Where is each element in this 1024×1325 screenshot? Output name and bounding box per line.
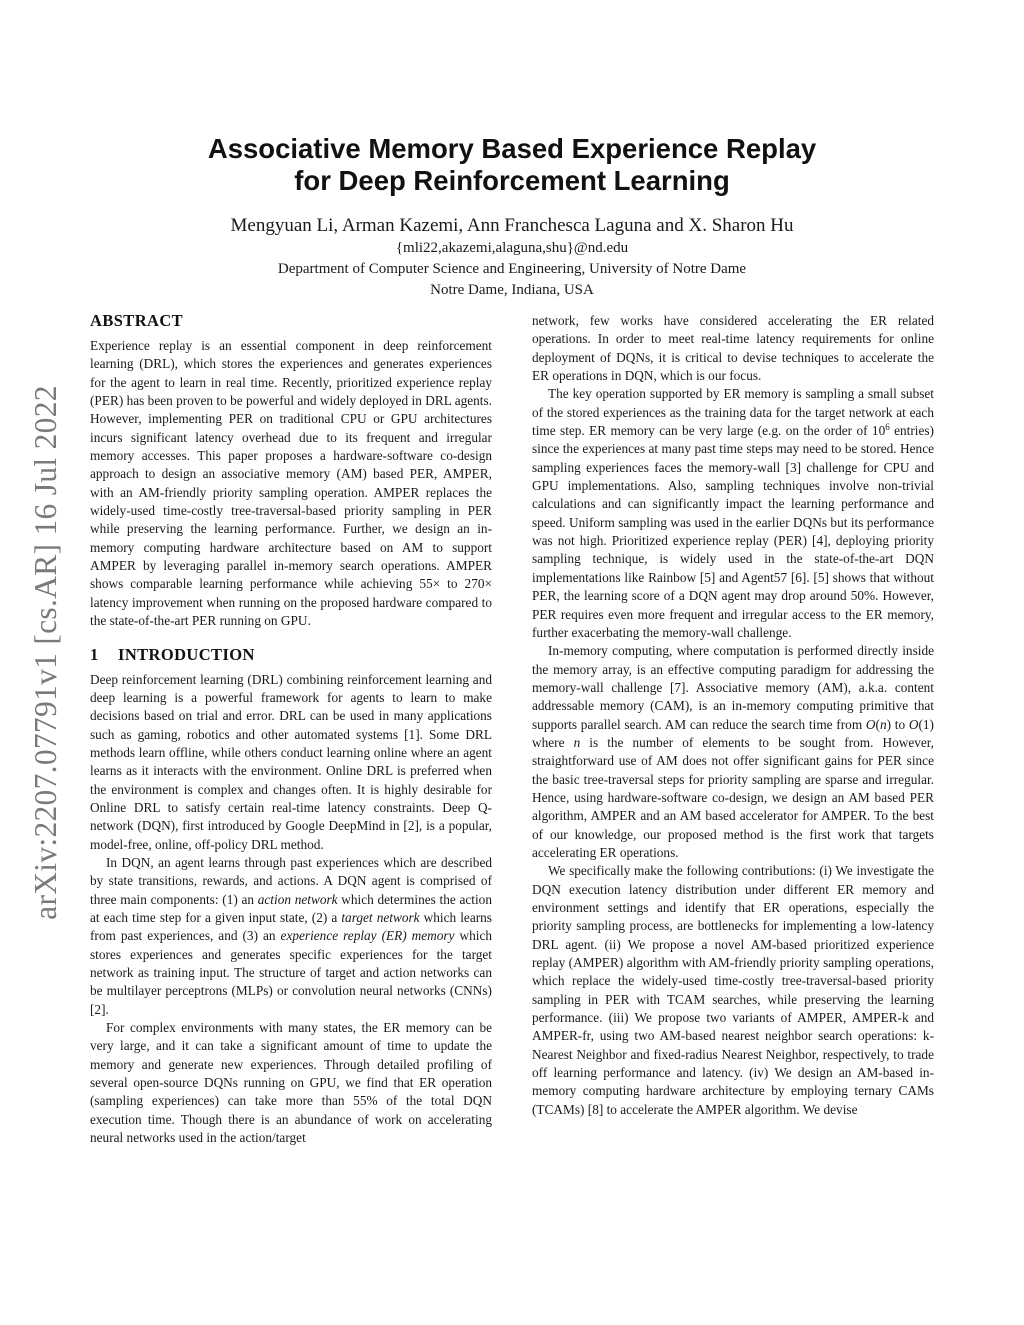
intro-paragraph-1: Deep reinforcement learning (DRL) combining reinforcement learning and deep learning is a powerful framework for agents to learn to make decisions based on trial and error. DRL can be used in many applications such as gaming, robotics and other automated systems [1]. Some DRL methods learn offline, while others conduct learning online where an agent learns as it interacts with the environment. Online DRL is preferred when the environment is complex and changes often. It is highly desirable for Online DRL to satisfy certain real-time latency constraints. Deep Q-network (DQN), first introduced by Google DeepMind in [2], is a popular, model-free, online, off-policy DRL method. — [90, 671, 492, 852]
right-column — [532, 312, 934, 1119]
intro-paragraph-4: network, few works have considered accelerating the ER related operations. In order to meet real-time latency requirements for online deployment of DQNs, it is critical to devise techniques to accelerate the ER operations in DQN, which is our focus. — [532, 313, 934, 384]
author-list: Mengyuan Li, Arman Kazemi, Ann Franchesca Laguna and X. Sharon Hu — [230, 215, 794, 236]
term-er-memory: experience replay (ER) memory — [280, 928, 455, 944]
arxiv-stamp — [16, 360, 76, 945]
left-column — [90, 310, 492, 1147]
term-target-network: target network — [341, 909, 420, 925]
intro-paragraph-3: For complex environments with many states, the ER memory can be very large, and it can take a significant amount of time to update the memory and generate new experiences. Through detailed profiling of several open-source DQNs running on GPU, we find that ER operation (sampling experiences) can take more than 55% of the total DQN execution time. Though there is an abundance of work on accelerating neural networks used in the action/target — [90, 1020, 492, 1146]
intro-paragraph-2: In DQN, an agent learns through past experiences which are described by state transitions, rewards, and actions. A DQN agent is comprised of three main components: (1) an action network which determines the action at each time step for a given input state, (2) a target network which learns from past experiences, and (3) an experience replay (ER) memory which stores experiences and generates specific experiences for the target network as training input. The structure of target and action networks can be multilayer perceptrons (MLPs) or convolution neural networks (CNNs) [2]. — [90, 854, 493, 1017]
affiliation-location: Notre Dame, Indiana, USA — [430, 282, 594, 298]
affiliation-department: Department of Computer Science and Engineering, University of Notre Dame — [277, 261, 747, 277]
abstract-heading: ABSTRACT — [90, 311, 184, 330]
exponent: 6 — [885, 422, 890, 433]
intro-paragraph-7: We specifically make the following contributions: (i) We investigate the DQN execution latency distribution under different ER memory and environment settings and identify that ER operations, especially the priority sampling process, are bottlenecks for implementing a low-latency DRL agent. (ii) We propose a novel AM-based prioritized experience replay (AMPER) algorithm with AM-friendly priority sampling operations, which replace the widely-used time-costly tree-traversal-based priority sampling in PER with TCAM searches, while preserving the learning performance. (iii) We propose two variants of AMPER, AMPER-k and AMPER-fr, using two AM-based nearest neighbor search operations: k-Nearest Neighbor and fixed-radius Nearest Neighbor, respectively, to trade off learning performance and latency. (iv) We design an AM-based in-memory computing hardware architecture by employing ternary CAMs (TCAMs) [8] to accelerate the AMPER algorithm. We devise — [532, 863, 934, 1117]
section-number: 1 — [90, 644, 99, 664]
paper-title — [150, 133, 874, 197]
arxiv-identifier: arXiv:2207.07791v1 [cs.AR] 16 Jul 2022 — [28, 385, 63, 920]
title-line-1: Associative Memory Based Experience Replay — [207, 133, 817, 164]
section-title: INTRODUCTION — [118, 644, 255, 664]
title-line-2: for Deep Reinforcement Learning — [294, 165, 730, 196]
intro-paragraph-6: In-memory computing, where computation is performed directly inside the memory array, is an effective computing paradigm for addressing the memory-wall challenge [7]. Associative memory (AM), a.k.a. content addressable memory (CAM), is an in-memory computing primitive that supports parallel search. AM can reduce the search time from O(n) to O(1) where n is the number of elements to be sought from. However, straightforward use of AM does not offer significant gains for PER since the basic tree-traversal steps for priority sampling are sparse and irregular. Hence, using hardware-software co-design, we design an AM based PER algorithm, AMPER and an AM based accelerator for AMPER. To the best of our knowledge, our proposed method is the first work that targets accelerating ER operations. — [532, 643, 934, 860]
intro-paragraph-5: The key operation supported by ER memory is sampling a small subset of the stored experiences as the training data for the target network at each time step. ER memory can be very large (e.g. on the order of $10^6$ entries) since the experiences at many past time steps may need to be stored. Hence sampling experiences faces the memory-wall [3] challenge for CPU and GPU implementations. Also, sampling techniques involve non-trivial calculations and can significantly impact the learning performance and speed. Uniform sampling was used in the earlier DQNs but its performance was not high. Prioritized experience replay (PER) [4], deploying priority sampling technique, is widely used in the state-of-the-art DQN implementations like Rainbow [5] and Agent57 [6]. [5] shows that without PER, the learning score of a DQN agent may drop around 50%. However, PER requires even more frequent and irregular access to the ER memory, further exacerbating the memory-wall challenge. — [532, 386, 934, 640]
abstract-text: Experience replay is an essential component in deep reinforcement learning (DRL), which stores the experiences and generates experiences for the agent to learn in real time. Recently, prioritized experience replay (PER) has been proven to be powerful and widely deployed in DRL agents. However, implementing PER on traditional CPU or GPU architectures incurs significant latency overhead due to its frequent and irregular memory accesses. This paper proposes a hardware-software co-design approach to design an associative memory (AM) based PER, AMPER, with an AM-friendly priority sampling operation. AMPER replaces the widely-used time-costly tree-traversal-based priority sampling in PER while preserving the learning performance. Further, we design an in-memory computing hardware architecture based on AM to support AMPER by leveraging parallel in-memory search operations. AMPER shows comparable learning performance while achieving 55× to 270× latency improvement when running on the proposed hardware compared to the state-of-the-art PER running on GPU. — [90, 338, 492, 629]
author-emails: {mli22,akazemi,alaguna,shu}@nd.edu — [395, 240, 629, 256]
introduction-heading — [90, 644, 492, 666]
term-action-network: action network — [257, 891, 338, 907]
